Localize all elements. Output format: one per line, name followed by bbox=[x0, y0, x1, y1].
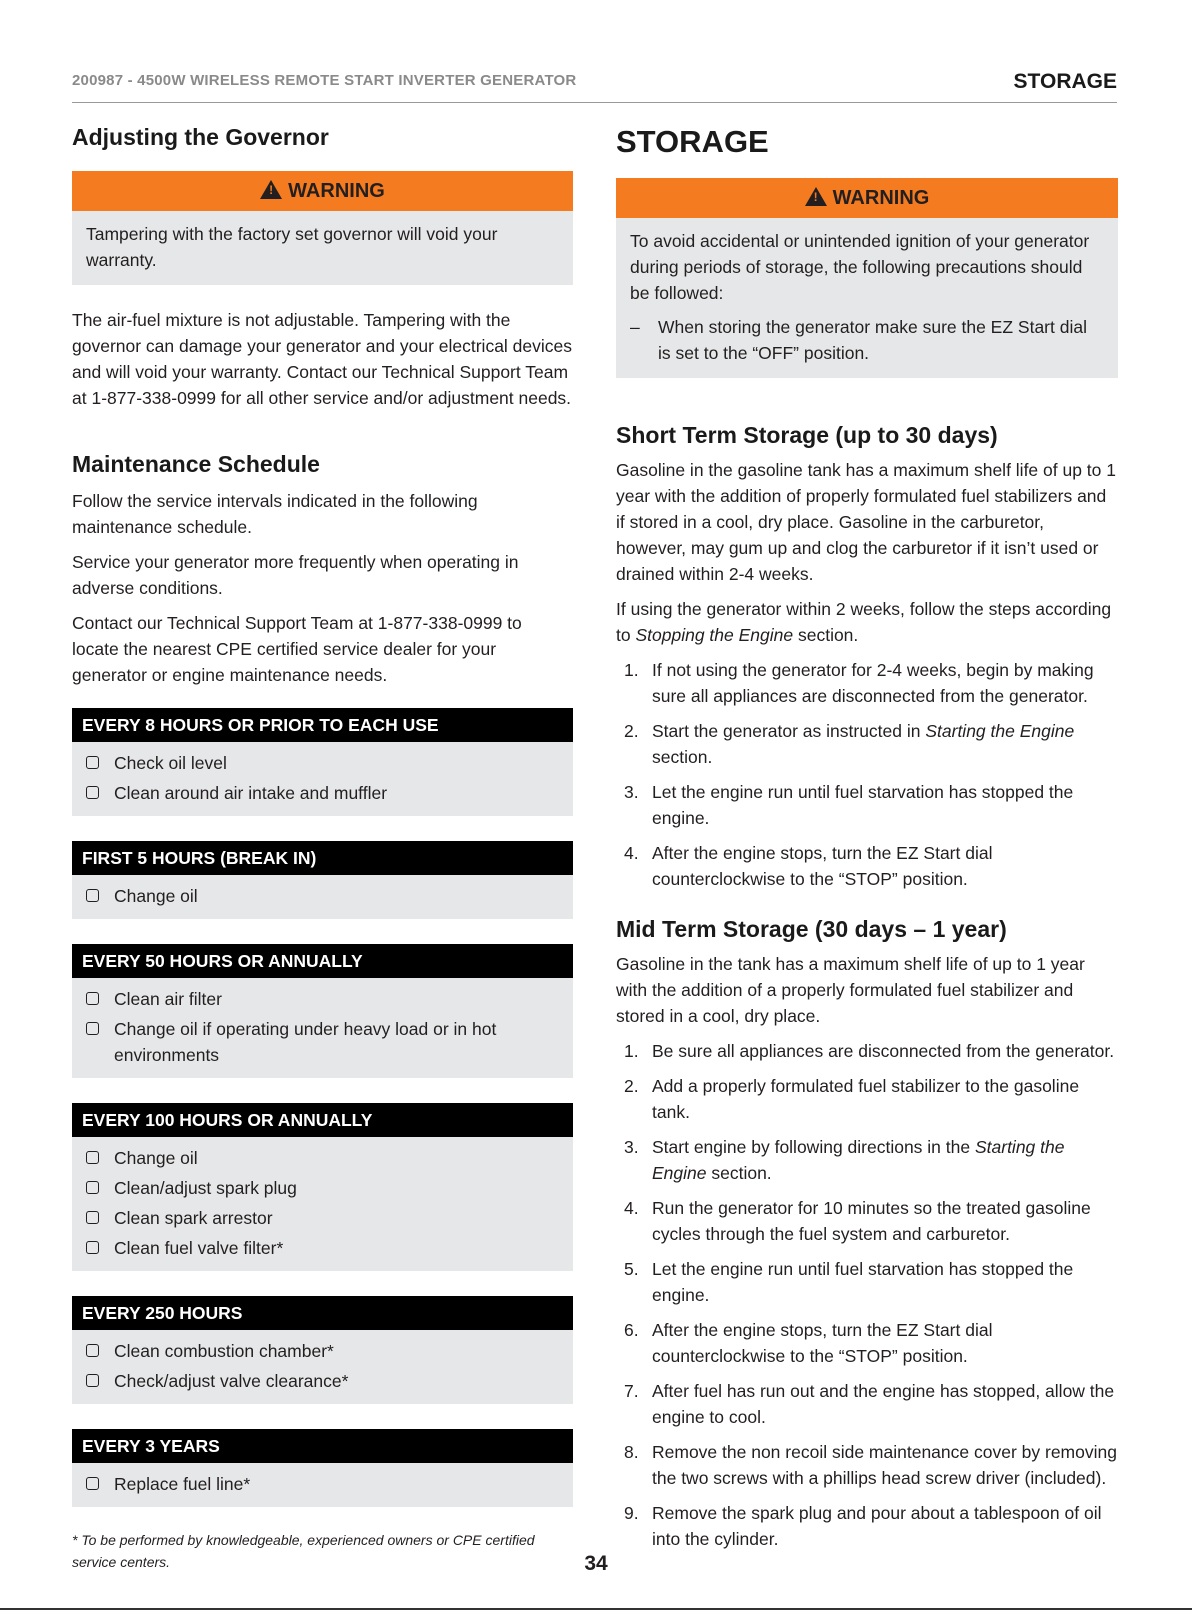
checklist-item bbox=[84, 1145, 563, 1171]
storage-warning bbox=[616, 178, 1118, 378]
governor-heading: Adjusting the Governor bbox=[72, 124, 329, 150]
schedule-block bbox=[72, 708, 573, 816]
step-text: Remove the spark plug and pour about a tablespoon of oil into the cylinder. bbox=[652, 1503, 1102, 1549]
checklist-item-text: Clean/adjust spark plug bbox=[114, 1178, 297, 1198]
checklist-item bbox=[84, 1235, 563, 1261]
step-item bbox=[616, 1195, 1118, 1247]
checklist-item bbox=[84, 1471, 563, 1497]
checklist-item bbox=[84, 780, 563, 806]
checklist-item-text: Check oil level bbox=[114, 753, 227, 773]
step-text-suffix: section. bbox=[652, 747, 713, 767]
schedule-block bbox=[72, 841, 573, 919]
schedule-header: EVERY 50 HOURS OR ANNUALLY bbox=[72, 944, 573, 978]
step-item bbox=[616, 1317, 1118, 1369]
step-number: 1. bbox=[624, 660, 639, 680]
checkbox-icon[interactable] bbox=[86, 992, 99, 1005]
step-text-suffix: section. bbox=[706, 1163, 772, 1183]
step-item bbox=[616, 1500, 1118, 1552]
short-term-p1: Gasoline in the gasoline tank has a maximum shelf life of up to 1 year with the addition of properly formulated fuel stabilizers and if stored in a cool, dry place. Gasoline in the carburetor, however, may gum up and clog the carburetor if it isn’t used or drained within 2-4 weeks. bbox=[616, 460, 1116, 584]
checklist-item bbox=[84, 986, 563, 1012]
checkbox-icon[interactable] bbox=[86, 786, 99, 799]
warning-icon: ! bbox=[805, 187, 827, 206]
step-item bbox=[616, 779, 1118, 831]
checkbox-icon[interactable] bbox=[86, 1374, 99, 1387]
step-number: 7. bbox=[624, 1381, 639, 1401]
step-number: 3. bbox=[624, 1137, 639, 1157]
step-text: Start engine by following directions in the bbox=[652, 1137, 975, 1157]
schedule-items bbox=[72, 875, 573, 919]
schedule-items bbox=[72, 978, 573, 1078]
warning-text: To avoid accidental or unintended ignition of your generator during periods of storage, the following precautions should be followed: bbox=[630, 231, 1090, 303]
page-number: 34 bbox=[584, 1552, 608, 1575]
short-term-steps bbox=[616, 657, 1118, 892]
section-reference: Stopping the Engine bbox=[635, 625, 794, 645]
checklist-item bbox=[84, 1016, 563, 1068]
step-text: Remove the non recoil side maintenance cover by removing the two screws with a phillips head screw driver (included). bbox=[652, 1442, 1117, 1488]
step-item bbox=[616, 1378, 1118, 1430]
checklist-item-text: Change oil bbox=[114, 1148, 198, 1168]
checklist-item bbox=[84, 1175, 563, 1201]
step-item bbox=[616, 1038, 1118, 1064]
step-text: Be sure all appliances are disconnected from the generator. bbox=[652, 1041, 1115, 1061]
mid-term-p1: Gasoline in the tank has a maximum shelf life of up to 1 year with the addition of a properly formulated fuel stabilizer and stored in a cool, dry place. bbox=[616, 954, 1085, 1026]
mid-term-steps bbox=[616, 1038, 1118, 1552]
dash-bullet: – bbox=[630, 317, 640, 337]
maintenance-p2: Service your generator more frequently when operating in adverse conditions. bbox=[72, 552, 519, 598]
warning-dash-item bbox=[630, 314, 1104, 366]
governor-warning bbox=[72, 171, 573, 285]
step-number: 9. bbox=[624, 1503, 639, 1523]
schedule-items bbox=[72, 1463, 573, 1507]
warning-text: Tampering with the factory set governor will void your warranty. bbox=[72, 211, 573, 285]
step-text: Add a properly formulated fuel stabilizer to the gasoline tank. bbox=[652, 1076, 1080, 1122]
maintenance-p1: Follow the service intervals indicated in the following maintenance schedule. bbox=[72, 491, 478, 537]
section-reference: Starting the Engine bbox=[652, 1137, 1065, 1183]
step-number: 1. bbox=[624, 1041, 639, 1061]
checkbox-icon[interactable] bbox=[86, 1241, 99, 1254]
checkbox-icon[interactable] bbox=[86, 1211, 99, 1224]
checklist-item-text: Clean spark arrestor bbox=[114, 1208, 273, 1228]
checkbox-icon[interactable] bbox=[86, 1344, 99, 1357]
schedule-items bbox=[72, 1137, 573, 1271]
doc-title: 200987 - 4500W WIRELESS REMOTE START INVERTER GENERATOR bbox=[72, 72, 577, 89]
step-item bbox=[616, 1073, 1118, 1125]
checkbox-icon[interactable] bbox=[86, 1477, 99, 1490]
section-title: STORAGE bbox=[1013, 70, 1117, 93]
step-text: After fuel has run out and the engine has stopped, allow the engine to cool. bbox=[652, 1381, 1115, 1427]
checklist-item-text: Clean air filter bbox=[114, 989, 222, 1009]
right-column bbox=[616, 124, 1118, 1561]
schedule-items bbox=[72, 1330, 573, 1404]
checklist-item-text: Check/adjust valve clearance* bbox=[114, 1371, 349, 1391]
step-number: 5. bbox=[624, 1259, 639, 1279]
storage-title: STORAGE bbox=[616, 124, 769, 159]
step-number: 3. bbox=[624, 782, 639, 802]
step-number: 2. bbox=[624, 1076, 639, 1096]
checklist-item bbox=[84, 750, 563, 776]
warning-header bbox=[616, 178, 1118, 218]
checklist-item-text: Replace fuel line* bbox=[114, 1474, 251, 1494]
maintenance-heading: Maintenance Schedule bbox=[72, 451, 320, 477]
bottom-divider bbox=[0, 1608, 1192, 1610]
step-item bbox=[616, 718, 1118, 770]
checkbox-icon[interactable] bbox=[86, 756, 99, 769]
schedule-header: EVERY 250 HOURS bbox=[72, 1296, 573, 1330]
header-divider bbox=[72, 102, 1117, 103]
step-number: 4. bbox=[624, 843, 639, 863]
schedule-header: EVERY 3 YEARS bbox=[72, 1429, 573, 1463]
checklist-item-text: Change oil if operating under heavy load or in hot environments bbox=[114, 1019, 497, 1065]
step-text: Let the engine run until fuel starvation has stopped the engine. bbox=[652, 1259, 1074, 1305]
checkbox-icon[interactable] bbox=[86, 1022, 99, 1035]
schedule-block bbox=[72, 1103, 573, 1271]
step-number: 4. bbox=[624, 1198, 639, 1218]
warning-dash-text: When storing the generator make sure the EZ Start dial is set to the “OFF” position. bbox=[658, 317, 1087, 363]
governor-body: The air-fuel mixture is not adjustable. Tampering with the governor can damage your generator and your electrical devices and will void your warranty. Contact our Technical Support Team at 1-877-338-0999 for all other service and/or adjustment needs. bbox=[72, 310, 573, 408]
step-text: Let the engine run until fuel starvation has stopped the engine. bbox=[652, 782, 1074, 828]
left-column bbox=[72, 124, 573, 1573]
warning-body bbox=[616, 218, 1118, 378]
warning-label: WARNING bbox=[832, 187, 930, 209]
schedule-block bbox=[72, 1296, 573, 1404]
schedule-block bbox=[72, 1429, 573, 1507]
step-text: After the engine stops, turn the EZ Start dial counterclockwise to the “STOP” position. bbox=[652, 843, 993, 889]
schedule-header: FIRST 5 HOURS (BREAK IN) bbox=[72, 841, 573, 875]
step-item bbox=[616, 1439, 1118, 1491]
mid-term-heading: Mid Term Storage (30 days – 1 year) bbox=[616, 916, 1007, 942]
checklist-item bbox=[84, 1338, 563, 1364]
step-item bbox=[616, 840, 1118, 892]
short-term-heading: Short Term Storage (up to 30 days) bbox=[616, 422, 998, 448]
schedule-header: EVERY 8 HOURS OR PRIOR TO EACH USE bbox=[72, 708, 573, 742]
short-term-p2: If using the generator within 2 weeks, follow the steps according to Stopping the Engine section. bbox=[616, 599, 1112, 645]
step-item bbox=[616, 657, 1118, 709]
checklist-item-text: Clean around air intake and muffler bbox=[114, 783, 388, 803]
step-text: After the engine stops, turn the EZ Start dial counterclockwise to the “STOP” position. bbox=[652, 1320, 993, 1366]
step-text: Start the generator as instructed in bbox=[652, 721, 926, 741]
checklist-item bbox=[84, 883, 563, 909]
warning-icon: ! bbox=[260, 180, 282, 199]
warning-header bbox=[72, 171, 573, 211]
checklist-item-text: Change oil bbox=[114, 886, 198, 906]
footnote: * To be performed by knowledgeable, experienced owners or CPE certified service centers. bbox=[72, 1532, 535, 1570]
step-number: 2. bbox=[624, 721, 639, 741]
step-item bbox=[616, 1134, 1118, 1186]
schedule-block bbox=[72, 944, 573, 1078]
step-text: Run the generator for 10 minutes so the treated gasoline cycles through the fuel system and carburetor. bbox=[652, 1198, 1091, 1244]
schedule-header: EVERY 100 HOURS OR ANNUALLY bbox=[72, 1103, 573, 1137]
section-reference: Starting the Engine bbox=[925, 721, 1075, 741]
maintenance-schedule-list bbox=[72, 708, 573, 1507]
checklist-item bbox=[84, 1368, 563, 1394]
warning-label: WARNING bbox=[288, 180, 385, 202]
step-item bbox=[616, 1256, 1118, 1308]
schedule-items bbox=[72, 742, 573, 816]
checkbox-icon[interactable] bbox=[86, 1181, 99, 1194]
step-number: 6. bbox=[624, 1320, 639, 1340]
step-number: 8. bbox=[624, 1442, 639, 1462]
checklist-item bbox=[84, 1205, 563, 1231]
checkbox-icon[interactable] bbox=[86, 1151, 99, 1164]
checkbox-icon[interactable] bbox=[86, 889, 99, 902]
maintenance-p3: Contact our Technical Support Team at 1-877-338-0999 to locate the nearest CPE certified service dealer for your generator or engine maintenance needs. bbox=[72, 613, 522, 685]
checklist-item-text: Clean fuel valve filter* bbox=[114, 1238, 284, 1258]
checklist-item-text: Clean combustion chamber* bbox=[114, 1341, 334, 1361]
step-text: If not using the generator for 2-4 weeks, begin by making sure all appliances are disconnected from the generator. bbox=[652, 660, 1094, 706]
